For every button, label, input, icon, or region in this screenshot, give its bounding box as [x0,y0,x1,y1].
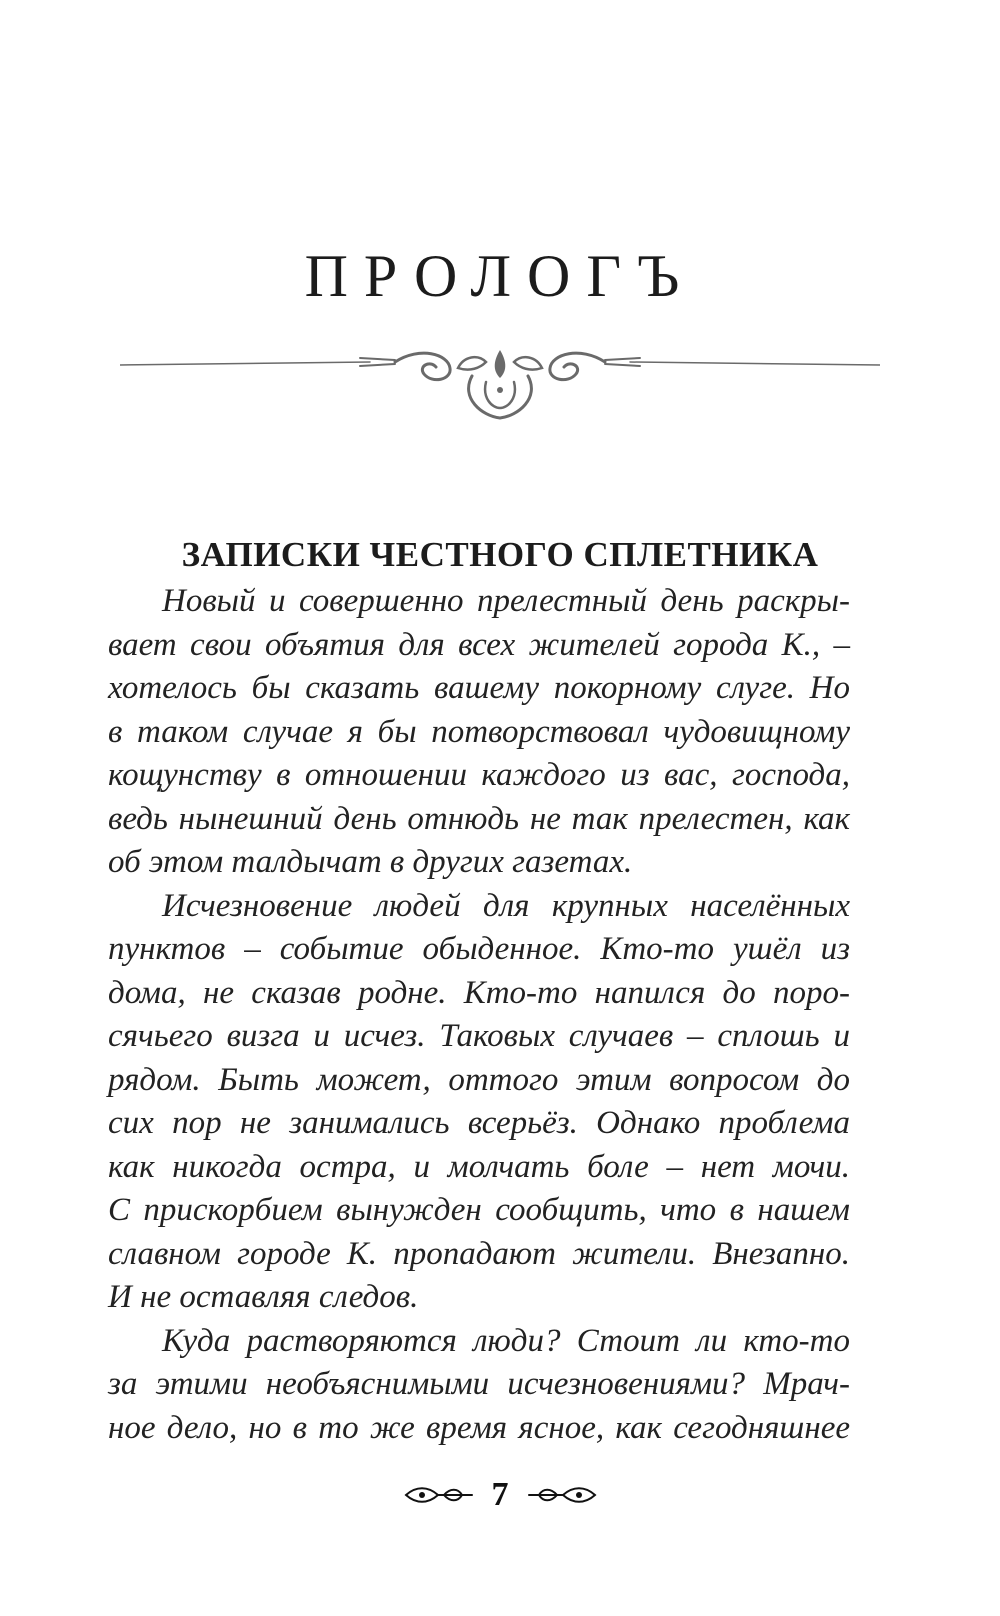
text-line: кощунству в отношении каждого из вас, господа, [108,757,850,793]
text-line: об этом талдычат в других газетах. [108,844,633,880]
chapter-title: ПРОЛОГЪ [304,243,696,310]
text-line: сячьего визга и исчез. Таковых случаев – сплошь и [108,1018,850,1054]
page-footer [0,1470,1000,1520]
text-line: ное дело, но в то же время ясное, как сегодняшнее [108,1409,850,1446]
text-line: дома, не сказав родне. Кто-то напился до поро- [108,974,850,1011]
text-line: Новый и совершенно прелестный день раскры- [162,583,850,619]
text-line: ведь нынешний день отнюдь не так прелестен, как [108,800,850,837]
text-line: сих пор не занимались всерьёз. Однако проблема [108,1105,850,1141]
text-line: И не оставляя следов. [108,1279,419,1315]
footer-flourish-right-icon [527,1483,597,1507]
text-line: Исчезновение людей для крупных населённых [162,887,850,924]
text-line: славном городе К. пропадают жители. Внезапно. [108,1235,850,1272]
page-number: 7 [491,1476,509,1513]
text-line: Куда растворяются люди? Стоит ли кто-то [162,1322,850,1359]
text-line: рядом. Быть может, оттого этим вопросом до [108,1061,850,1098]
footer-flourish-left-icon [404,1483,474,1507]
text-line: в таком случае я бы потворствовал чудовищному [108,713,850,750]
section-heading: ЗАПИСКИ ЧЕСТНОГО СПЛЕТНИКА [181,535,819,575]
text-line: пунктов – событие обыденное. Кто-то ушёл из [108,931,850,967]
text-line: С прискорбием вынужден сообщить, что в нашем [108,1192,850,1228]
ornament-divider-icon [120,350,880,430]
body-text [108,580,850,1450]
text-line: как никогда остра, и молчать боле – нет мочи. [108,1148,850,1185]
text-line: за этими необъяснимыми исчезновениями? Мрач- [108,1366,850,1402]
text-line: хотелось бы сказать вашему покорному слуге. Но [108,670,850,706]
text-line: вает свои объятия для всех жителей города К., – [108,626,850,663]
